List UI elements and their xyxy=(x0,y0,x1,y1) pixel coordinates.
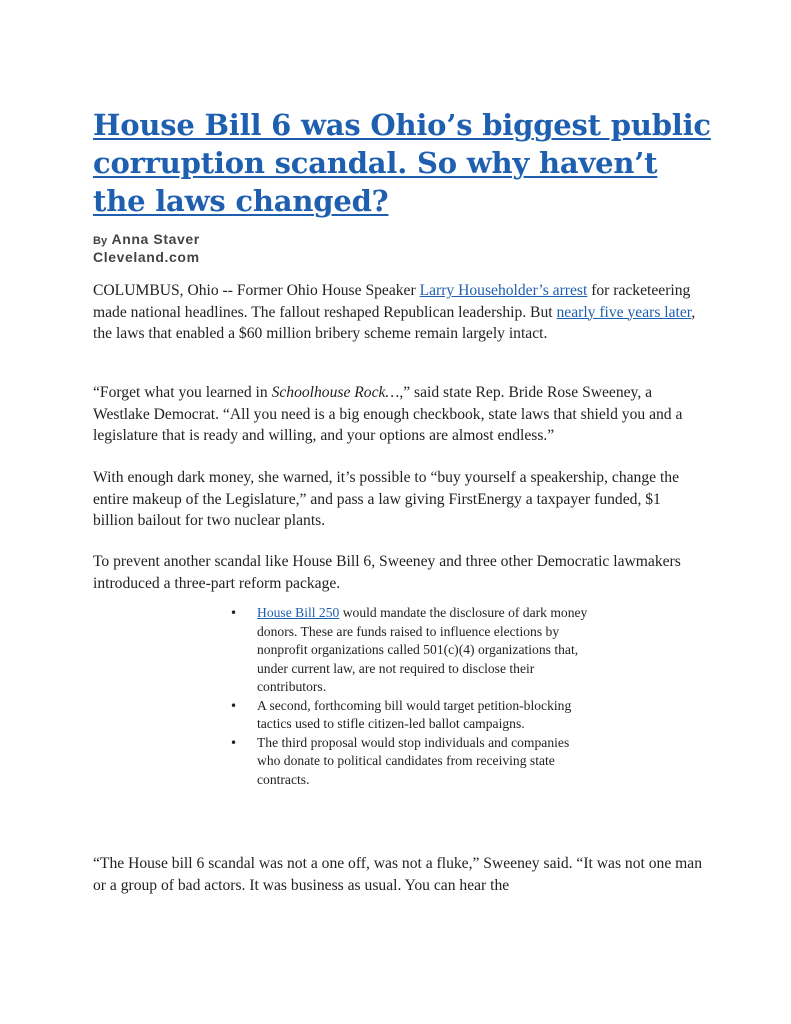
bullet-icon: • xyxy=(230,698,238,713)
bullet-1-text: would mandate the disclosure of dark money donors. These are funds raised to influence elections by nonprofit organizations called 501(c)(4) organizations that, under current law, are not required to disclose their contributors. xyxy=(257,605,588,694)
bullet-3-text: The third proposal would stop individuals and companies who donate to political candidates from receiving state contracts. xyxy=(257,734,570,787)
p1-text-1: COLUMBUS, Ohio -- Former Ohio House Speaker xyxy=(93,282,420,299)
p1-text-3: , the laws that enabled a $60 million bribery scheme remain largely intact. xyxy=(93,303,696,342)
p1-text-2: for racketeering made national headlines. The fallout reshaped Republican leadership. But xyxy=(93,282,691,321)
paragraph-dark-money: With enough dark money, she warned, it’s possible to “buy yourself a speakership, change the entire makeup of the Legislature,” and pass a law giving FirstEnergy a taxpayer funded, $1 billion bailout for two nuclear plants. xyxy=(93,469,680,529)
byline xyxy=(93,231,200,265)
link-nearly-five-years-later[interactable]: nearly five years later xyxy=(556,303,692,321)
list-item xyxy=(230,604,590,697)
p2-text-1: “Forget what you learned in xyxy=(93,384,272,401)
list-item xyxy=(230,734,590,790)
bullet-icon: • xyxy=(230,606,238,620)
paragraph-intro xyxy=(93,280,703,345)
p2-text-2: ,” said state Rep. Bride Rose Sweeney, a Westlake Democrat. “All you need is a big enough checkbook, state laws that shield you and a legislature that is ready and willing, and your options are almost endless.” xyxy=(93,384,683,444)
byline-outlet: Cleveland.com xyxy=(93,249,200,265)
list-item xyxy=(230,697,590,734)
p2-italic: Schoolhouse Rock… xyxy=(271,384,400,401)
article-headline[interactable]: House Bill 6 was Ohio’s biggest public corruption scandal. So why haven’t the laws changed? xyxy=(93,108,711,218)
paragraph-closing-quote: “The House bill 6 scandal was not a one off, was not a fluke,” Sweeney said. “It was not one man or a group of bad actors. It was business as usual. You can hear the xyxy=(93,855,702,894)
byline-prefix: By xyxy=(93,235,108,247)
bullet-icon: • xyxy=(230,735,238,750)
link-house-bill-250[interactable]: House Bill 250 xyxy=(257,605,340,620)
byline-author: Anna Staver xyxy=(111,231,200,247)
reform-bullet-list xyxy=(230,604,590,789)
paragraph-reform-package: To prevent another scandal like House Bill 6, Sweeney and three other Democratic lawmakers introduced a three-part reform package. xyxy=(93,553,681,592)
bullet-2-text: A second, forthcoming bill would target petition-blocking tactics used to stifle citizen-led ballot campaigns. xyxy=(257,697,572,731)
paragraph-quote xyxy=(93,382,703,447)
link-householder-arrest[interactable]: Larry Householder’s arrest xyxy=(419,282,588,299)
